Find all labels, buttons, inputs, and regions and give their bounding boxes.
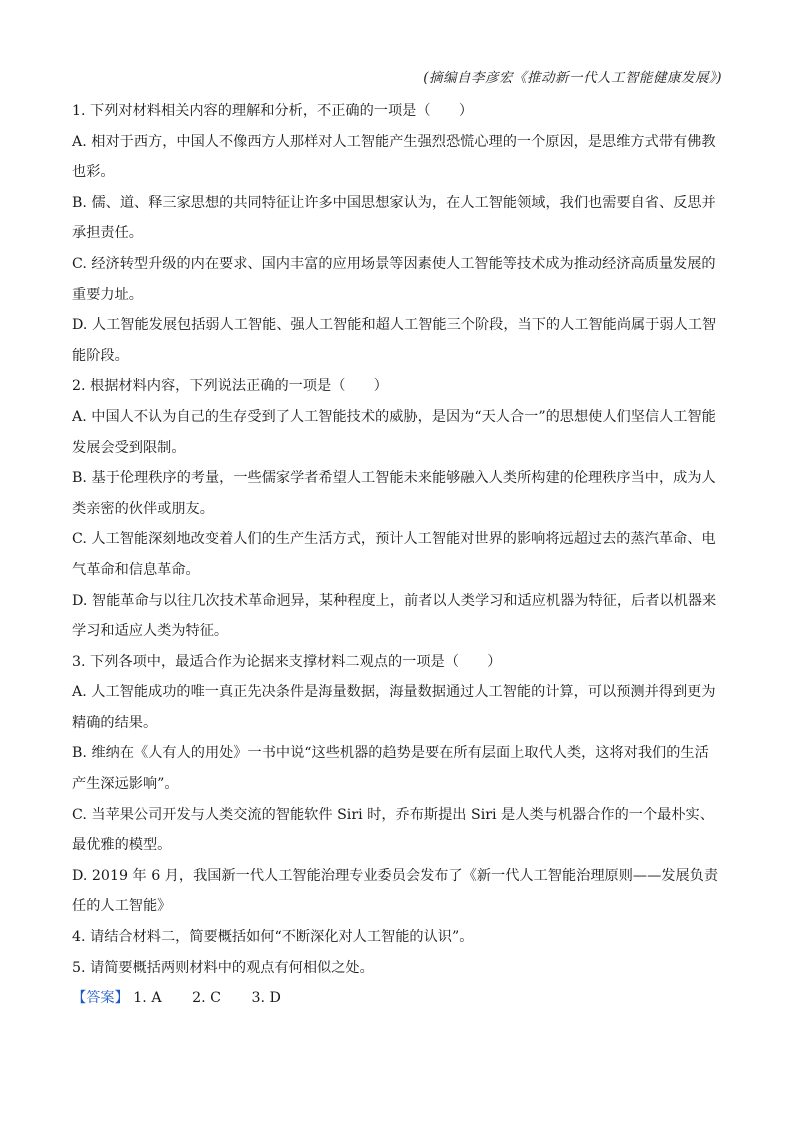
answer-label: 【答案】	[72, 990, 129, 1007]
answer-value-2: 2. C	[192, 990, 221, 1007]
answer-value-3: 3. D	[251, 990, 281, 1007]
question-2-option-c: C. 人工智能深刻地改变着人们的生产生活方式，预计人工智能对世界的影响将远超过去的蒸汽革命、电气革命和信息革命。	[72, 531, 716, 578]
question-1-option-d: D. 人工智能发展包括弱人工智能、强人工智能和超人工智能三个阶段，当下的人工智能尚属于弱人工智能阶段。	[72, 317, 717, 364]
question-2-option-d: D. 智能革命与以往几次技术革命迥异，某种程度上，前者以人类学习和适应机器为特征，后者以机器来学习和适应人类为特征。	[72, 592, 717, 640]
answer-line	[72, 983, 720, 1014]
question-2-option-a: A. 中国人不认为自己的生存受到了人工智能技术的威胁，是因为“天人合一”的思想使人们坚信人工智能发展会受到限制。	[72, 408, 716, 456]
question-3-option-c: C. 当苹果公司开发与人类交流的智能软件 Siri 时，乔布斯提出 Siri 是人类与机器合作的一个最朴实、最优雅的模型。	[72, 806, 714, 854]
question-1-option-c: C. 经济转型升级的内在要求、国内丰富的应用场景等因素使人工智能等技术成为推动经济高质量发展的重要力址。	[72, 255, 716, 303]
question-3-option-a: A. 人工智能成功的唯一真正先决条件是海量数据，海量数据通过人工智能的计算，可以预测并得到更为精确的结果。	[72, 684, 716, 731]
question-2-option-b: B. 基于伦理秩序的考量，一些儒家学者希望人工智能未来能够融入人类所构建的伦理秩序当中，成为人类亲密的伙伴或朋友。	[72, 470, 716, 517]
question-2-stem: 2. 根据材料内容，下列说法正确的一项是（ ）	[72, 378, 388, 395]
question-1-option-a: A. 相对于西方，中国人不像西方人那样对人工智能产生强烈恐慌心理的一个原因，是思维方式带有佛教也彩。	[72, 133, 716, 181]
question-3-option-d: D. 2019 年 6 月，我国新一代人工智能治理专业委员会发布了《新一代人工智能治理原则——发展负责任的人工智能》	[72, 867, 719, 915]
question-3-stem: 3. 下列各项中，最适合作为论据来支撑材料二观点的一项是（ ）	[72, 653, 502, 670]
question-list	[72, 96, 720, 1014]
source-note: (摘编自李彦宏《推动新一代人工智能健康发展》)	[423, 70, 722, 86]
question-3-option-b: B. 维纳在《人有人的用处》一书中说“这些机器的趋势是要在所有层面上取代人类，这将对我们的生活产生深远影响”。	[72, 745, 709, 793]
question-1-option-b: B. 儒、道、释三家思想的共同特征让许多中国思想家认为，在人工智能领域，我们也需要自省、反思并承担责任。	[72, 194, 716, 242]
question-5-stem: 5. 请简要概括两则材料中的观点有何相似之处。	[72, 959, 374, 976]
answer-value-1: 1. A	[133, 990, 162, 1007]
question-4-stem: 4. 请结合材料二，简要概括如何“不断深化对人工智能的认识”。	[72, 929, 474, 946]
question-1-stem: 1. 下列对材料相关内容的理解和分析，不正确的一项是（ ）	[72, 103, 474, 119]
